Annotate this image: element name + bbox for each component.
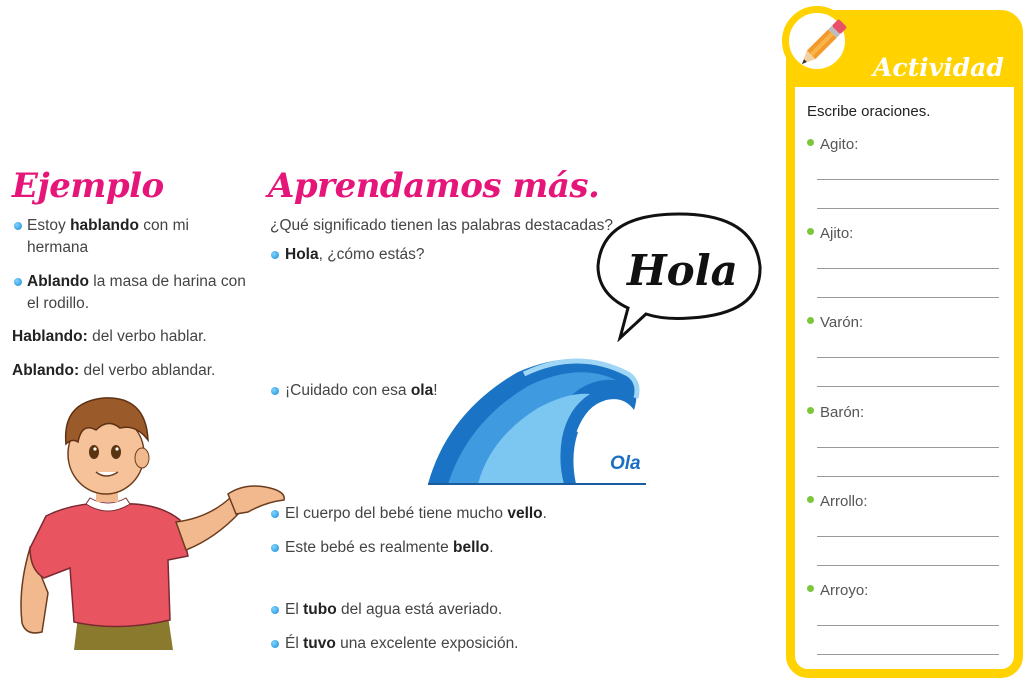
ejemplo-heading: Ejemplo [12,166,164,206]
actividad-item-ajito: Ajito: [807,225,853,242]
bullet-icon [271,251,279,259]
wave-label: Ola [610,453,641,474]
aprendamos-heading: Aprendamos más. [268,166,600,206]
writing-line[interactable] [817,386,999,387]
bullet-icon [271,606,279,614]
actividad-item-varon: Varón: [807,314,863,331]
actividad-item-baron: Barón: [807,404,864,421]
definition-hablando: Hablando: del verbo hablar. [12,328,207,345]
writing-line[interactable] [817,536,999,537]
writing-line[interactable] [817,268,999,269]
sentence-tubo: El tubo del agua está averiado. [285,601,503,618]
sentence-tuvo: Él tuvo una excelente exposición. [285,635,519,652]
sentence-hola: Hola, ¿cómo estás? [285,246,425,263]
actividad-card [786,10,1023,678]
writing-line[interactable] [817,179,999,180]
writing-line[interactable] [817,625,999,626]
bullet-icon [14,278,22,286]
writing-line[interactable] [817,565,999,566]
definition-ablando: Ablando: del verbo ablandar. [12,362,216,379]
writing-line[interactable] [817,357,999,358]
actividad-item-arrollo: Arrollo: [807,493,868,510]
writing-line[interactable] [817,297,999,298]
sentence-vello: El cuerpo del bebé tiene mucho vello. [285,505,547,522]
bullet-icon [14,222,22,230]
actividad-title: Actividad [873,53,1004,82]
bullet-icon [271,640,279,648]
actividad-intro: Escribe oraciones. [807,103,931,120]
writing-line[interactable] [817,654,999,655]
actividad-item-agito: Agito: [807,136,858,153]
pencil-icon [786,10,856,80]
writing-line[interactable] [817,476,999,477]
boy-illustration [8,388,293,650]
actividad-item-arroyo: Arroyo: [807,582,868,599]
bullet-icon [271,510,279,518]
sentence-ola: ¡Cuidado con esa ola! [285,382,438,399]
sentence-bello: Este bebé es realmente bello. [285,539,494,556]
writing-line[interactable] [817,447,999,448]
question-text: ¿Qué significado tienen las palabras destacadas? [270,217,613,234]
ejemplo-item-1: Estoy hablando con mi hermana [27,217,189,256]
bubble-word: Hola [627,246,738,295]
ejemplo-item-2: Ablando la masa de harina con el rodillo. [27,273,246,312]
writing-line[interactable] [817,208,999,209]
bullet-icon [271,387,279,395]
bullet-icon [271,544,279,552]
